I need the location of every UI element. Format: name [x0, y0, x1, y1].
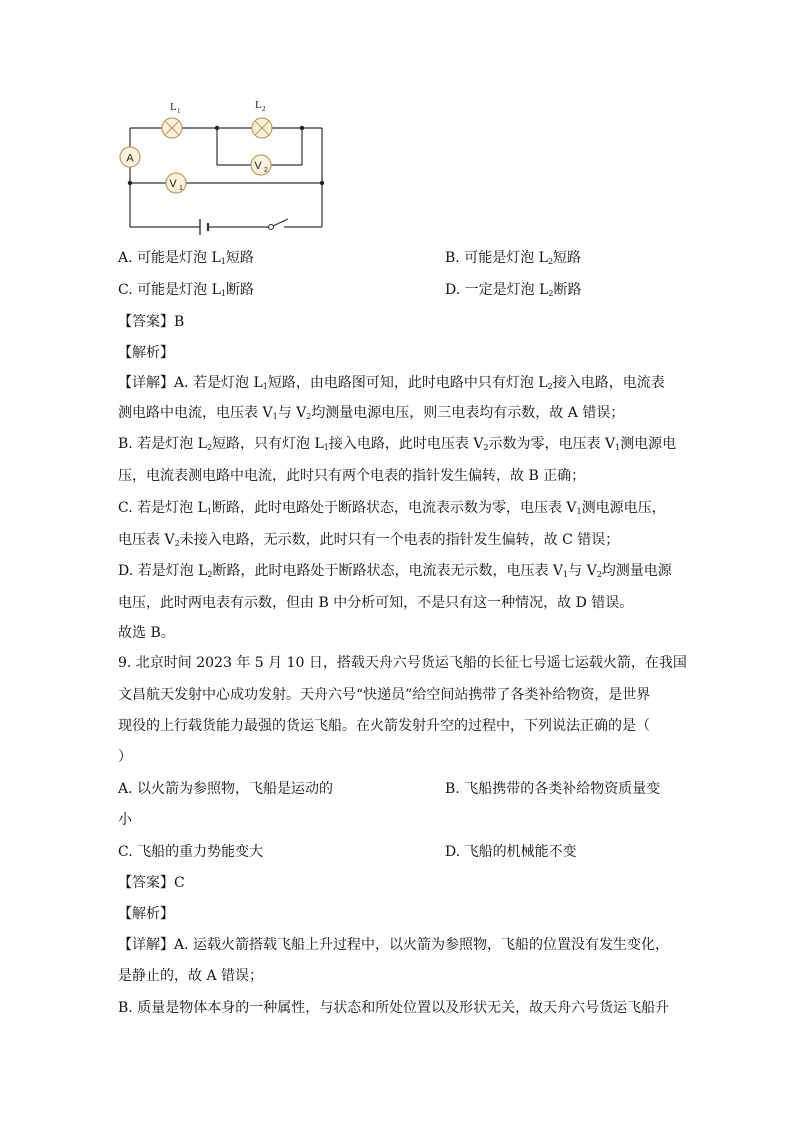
q8-detail-line-3: B. 若是灯泡 $L_2$短路，只有灯泡 $L_1$接入电路，此时电压表 $V_2$示数为零，电压表 $V_1$测电源电 [118, 436, 677, 452]
lamp-l1-icon [162, 118, 182, 138]
switch-pivot [269, 225, 274, 230]
junction-dot [215, 126, 219, 130]
q8-analysis-heading: 【解析】 [118, 345, 174, 361]
q9-option-c: C. 飞船的重力势能变大 [118, 844, 264, 860]
q8-detail-line-7: D. 若是灯泡 $L_2$断路，此时电路处于断路状态，电流表无示数，电压表 $V_1$与 $V_2$均测量电源 [118, 563, 672, 579]
voltmeter-v1-label: V [169, 178, 177, 190]
q9-option-a: A. 以火箭为参照物，飞船是运动的 [118, 781, 334, 797]
q9-option-b-cont: 小 [118, 812, 132, 828]
q8-detail-line-1: 【详解】A. 若是灯泡 $L_1$短路，由电路图可知，此时电路中只有灯泡 $L_2$接入电路，电流表 [118, 375, 665, 391]
q9-stem-line-4: ） [118, 749, 132, 765]
q9-option-b: B. 飞船携带的各类补给物资质量变 [445, 781, 661, 797]
q9-analysis-heading: 【解析】 [118, 906, 174, 922]
voltmeter-v1-sub: 1 [179, 185, 183, 192]
q8-detail-line-4: 压，电流表测电路中电流，此时只有两个电表的指针发生偏转，故 B 正确； [118, 468, 586, 484]
q8-option-d: D. 一定是灯泡 $L_2$断路 [445, 282, 582, 298]
q8-answer: 【答案】B [118, 314, 185, 330]
q9-detail-line-2: 是静止的，故 A 错误； [118, 968, 264, 984]
q9-detail-line-1: 【详解】A. 运载火箭搭载飞船上升过程中，以火箭为参照物，飞船的位置没有发生变化， [118, 937, 670, 953]
junction-dot [128, 181, 132, 185]
q8-detail-line-2: 测电路中电流，电压表 $V_1$与 $V_2$均测量电源电压，则三电表均有示数，故 A 错误； [118, 405, 625, 421]
q9-answer: 【答案】C [118, 875, 185, 891]
lamp-l2-label: L [255, 99, 262, 111]
ammeter-label: A [126, 152, 134, 165]
q8-conclusion: 故选 B。 [118, 625, 175, 641]
voltmeter-v2-label: V [254, 160, 262, 172]
circuit-diagram [112, 92, 332, 237]
q8-detail-line-8: 电压，此时两电表有示数，但由 B 中分析可知，不是只有这一种情况，故 D 错误。 [118, 595, 634, 611]
lamp-l1-sub: 1 [177, 107, 181, 115]
junction-dot [320, 181, 324, 185]
q9-option-d: D. 飞船的机械能不变 [445, 844, 577, 860]
lamp-l1-label: L [170, 101, 177, 113]
q9-stem-line-1: 9. 北京时间 2023 年 5 月 10 日，搭载天舟六号货运飞船的长征七号遥七运载火箭，在我国 [118, 655, 687, 671]
q9-detail-line-3: B. 质量是物体本身的一种属性，与状态和所处位置以及形状无关，故天舟六号货运飞船升 [118, 1000, 670, 1016]
voltmeter-v2-sub: 2 [264, 167, 268, 174]
lamp-l2-icon [252, 118, 272, 138]
junction-dot [300, 126, 304, 130]
q9-stem-line-2: 文昌航天发射中心成功发射。天舟六号“快递员”给空间站携带了各类补给物资，是世界 [118, 687, 651, 703]
q9-stem-line-3: 现役的上行载货能力最强的货运飞船。在火箭发射升空的过程中，下列说法正确的是（ [118, 718, 650, 734]
q8-detail-line-5: C. 若是灯泡 $L_1$断路，此时电路处于断路状态，电流表示数为零，电压表 $V_1$测电源电压， [118, 500, 666, 516]
switch-blade [273, 219, 288, 226]
q8-option-b: B. 可能是灯泡 $L_2$短路 [445, 250, 582, 266]
q8-option-c: C. 可能是灯泡 $L_1$断路 [118, 282, 254, 298]
q8-detail-line-6: 电压表 $V_2$未接入电路，无示数，此时只有一个电表的指针发生偏转，故 C 错误； [118, 532, 620, 548]
q8-option-a: A. 可能是灯泡 $L_1$短路 [118, 250, 254, 266]
lamp-l2-sub: 2 [262, 105, 266, 113]
